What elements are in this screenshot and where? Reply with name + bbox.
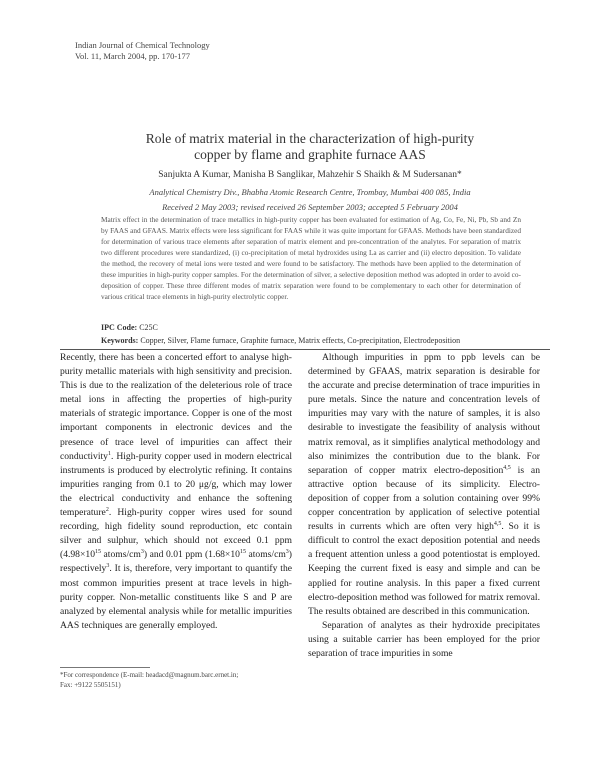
ipc-label: IPC Code: — [101, 323, 138, 332]
journal-name: Indian Journal of Chemical Technology — [75, 40, 210, 50]
exponent: 15 — [95, 549, 101, 556]
footnote — [60, 670, 292, 690]
footnote-line-1: *For correspondence (E-mail: headacd@magnum.barc.ernet.in; — [60, 671, 239, 679]
ipc-code — [101, 323, 158, 332]
keywords-value: Copper, Silver, Flame furnace, Graphite furnace, Matrix effects, Co-precipitation, Electrodeposition — [140, 336, 461, 345]
citation-ref: 4,5 — [503, 464, 511, 471]
journal-header — [75, 40, 210, 62]
body-paragraph — [308, 351, 540, 619]
authors: Sanjukta A Kumar, Manisha B Sanglikar, Mahzehir S Shaikh & M Sudersanan* — [158, 170, 462, 180]
body-column-right — [308, 351, 540, 661]
section-divider — [60, 349, 550, 350]
journal-issue: Vol. 11, March 2004, pp. 170-177 — [75, 51, 190, 61]
body-text: ) and 0.01 ppm (1.68×10 — [143, 549, 240, 561]
body-text: . High-purity copper wires used for sound recording, high fidelity sound reproduction, etc contain silver and sulphur, which should not exceed 0.1 ppm (4.98×10 — [60, 507, 292, 561]
citation-ref: 1 — [107, 450, 111, 457]
body-text: atoms/cm — [101, 549, 141, 561]
exponent: 3 — [285, 549, 289, 556]
body-paragraph — [60, 351, 292, 633]
keywords — [101, 336, 460, 345]
body-text: Although impurities in ppm to ppb levels can be determined by GFAAS, matrix separation is desirable for the accurate and precise determination of trace impurities in pure metals. Since the nature and concentration levels of impurities may vary with the nature of samples, it is also desirable to investigate the feasibility of analysis without matrix removal, as it simplifies analytical methodology and also minimizes the contribution due to the blank. For separation of copper matrix electro-deposition — [308, 352, 540, 476]
exponent: 15 — [239, 549, 246, 556]
body-text: is an attractive option because of its simplicity. Electro-deposition of copper from a solution containing over 99% copper concentration by application of selective potential results in currents which are often very high — [308, 464, 540, 533]
ipc-value: C25C — [139, 323, 158, 332]
body-text: ) respectively — [60, 549, 292, 575]
body-text: Recently, there has been a concerted effort to analyse high-purity metallic materials with high sensitivity and precision. This is due to the realization of the deleterious role of trace metal ions in affecting the properties of high-purity materials of strategic importance. Copper is one of the most important components in electronic devices and the presence of trace level of impurities can affect their conductivity — [60, 352, 292, 462]
keywords-label: Keywords: — [101, 336, 139, 345]
title-line-2: copper by flame and graphite furnace AAS — [194, 147, 426, 162]
footnote-divider — [60, 667, 150, 668]
citation-ref: 4,5 — [493, 520, 502, 527]
body-text: . It is, therefore, very important to quantify the most common impurities present at trace levels in high-purity copper. Non-metallic constituents like S and P are analyzed by elemental analysis while for metallic impurities AAS techniques are generally employed. — [60, 563, 292, 631]
body-text: . High-purity copper used in modern electrical instruments is produced by electrolytic refining. It contains impurities ranging from 0.1 to 20 μg/g, which may lower the electrical conductivity and enhance the softening temperature — [60, 450, 292, 519]
abstract: Matrix effect in the determination of trace metallics in high-purity copper has been evaluated for estimation of Ag, Co, Fe, Ni, Pb, Sb and Zn by FAAS and GFAAS. Matrix effects were less significant for FAAS while it was quite important for GFAAS. Methods have been standardized for determination of various trace elements after separation of matrix element and pre-concentration of the analytes. For separation of matrix two different procedures were standardized, (i) co-precipitation of metal hydroxides using La as carrier and (ii) electro deposition. To validate the method, the recovery of metal ions were tested and were found to be satisfactory. The methods have been applied to the determination of these impurities in high-purity copper samples. For the determination of silver, a selective deposition method was adopted in order to avoid co-deposition of copper. These three different modes of matrix separation were found to be complementary to each other for determination of various critical trace elements in high-purity electrolytic copper. — [101, 215, 521, 301]
citation-ref: 3 — [106, 563, 110, 570]
body-text: atoms/cm — [245, 549, 286, 561]
footnote-line-2: Fax: +9122 5505151) — [60, 681, 121, 689]
affiliation: Analytical Chemistry Div., Bhabha Atomic Research Centre, Trombay, Mumbai 400 085, India — [149, 187, 471, 197]
exponent: 3 — [140, 549, 144, 556]
body-paragraph: Separation of analytes as their hydroxide precipitates using a suitable carrier has been employed for the prior separation of trace impurities in some — [308, 619, 540, 659]
citation-ref: 2 — [105, 506, 109, 513]
body-text: . So it is difficult to control the exact deposition potential and needs a frequent attention unless a good potentiostat is employed. Keeping the current fixed is easy and simple and can be applied for routine analysis. In this paper a fixed current electro-deposition method was followed for matrix removal. The results obtained are described in this communication. — [308, 521, 540, 617]
paper-title — [100, 131, 520, 163]
received-dates: Received 2 May 2003; revised received 26 September 2003; accepted 5 February 2004 — [162, 202, 458, 212]
body-column-left — [60, 351, 292, 633]
title-line-1: Role of matrix material in the characterization of high-purity — [145, 131, 475, 146]
